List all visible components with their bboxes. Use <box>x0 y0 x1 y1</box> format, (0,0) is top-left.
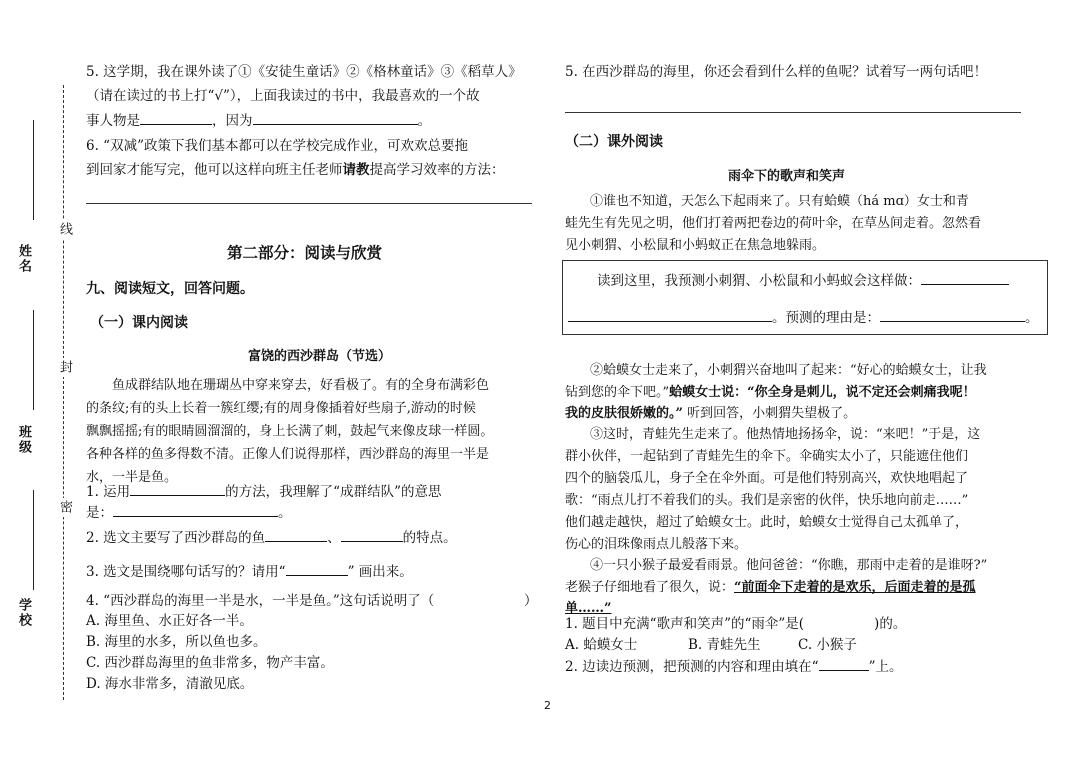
passage2-para3: 他们越走越快，超过了蛤蟆女士。此时，蛤蟆女士觉得自己太孤单了， <box>565 515 969 530</box>
underline-sample <box>286 560 348 576</box>
passage2-para2: 我的皮肤很娇嫩的。” 听到回答，小刺猬失望极了。 <box>565 406 857 421</box>
passage2-para1: ①谁也不知道，天怎么下起雨来了。只有蛤蟆（há mɑ）女士和青 <box>590 194 969 209</box>
p1-q3: 3. 选文是围绕哪句话写的？请用“ ” 画出来。 <box>86 560 413 584</box>
passage1-line: 飘飘摇摇;有的眼睛圆溜溜的，身上长满了刺，鼓起气来像皮球一样圆。 <box>86 424 494 439</box>
meaning-blank[interactable] <box>113 501 278 517</box>
seal-char-line: 线 <box>57 222 72 237</box>
school-label: 学校 <box>16 598 31 628</box>
class-label: 班级 <box>16 425 31 455</box>
character-blank[interactable] <box>140 109 212 125</box>
q4-option-c[interactable]: C. 西沙群岛海里的鱼非常多，物产丰富。 <box>86 655 334 671</box>
passage2-para4: 单……” <box>565 601 612 616</box>
seal-char-seal: 封 <box>57 360 72 375</box>
feature2-blank[interactable] <box>341 526 403 542</box>
r-q5: 5. 在西沙群岛的海里，你还会看到什么样的鱼呢？试着写一两句话吧！ <box>565 64 988 80</box>
r-q2-blank <box>819 655 869 671</box>
q5-line3: 事人物是 ，因为 。 <box>86 109 431 133</box>
name-label: 姓名 <box>16 244 31 274</box>
q6-answer-line[interactable] <box>86 203 532 204</box>
passage2-para2: 钻到您的伞下吧。”蛤蟆女士说：“你全身是刺儿，说不定还会刺痛我呢！ <box>565 385 976 400</box>
page-number: 2 <box>544 699 551 712</box>
sub1-title: （一）课内阅读 <box>90 315 188 331</box>
p1-q4-close: ） <box>524 593 538 609</box>
prediction-blank[interactable] <box>921 269 1009 285</box>
r-q1-option-b[interactable]: B. 青蛙先生 <box>688 637 761 653</box>
prediction-line2: 。预测的理由是： 。 <box>568 306 1039 330</box>
q4-option-a[interactable]: A. 海里鱼、水正好各一半。 <box>86 613 253 629</box>
seal-dashed-line <box>63 85 64 700</box>
passage2-para1: 见小刺猬、小松鼠和小蚂蚁正在焦急地躲雨。 <box>565 238 826 253</box>
section9-title: 九、阅读短文，回答问题。 <box>86 281 254 297</box>
q5-line1: 5. 这学期，我在课外读了①《安徒生童话》②《格林童话》③《稻草人》 <box>86 64 522 80</box>
prediction-line1: 读到这里，我预测小刺猬、小松鼠和小蚂蚁会这样做： <box>597 269 1009 293</box>
passage1-line: 水，一半是鱼。 <box>86 470 178 485</box>
passage2-para2: ②蛤蟆女士走来了，小刺猬兴奋地叫了起来：“好心的蛤蟆女士，让我 <box>590 363 987 378</box>
name-line <box>33 120 34 220</box>
q4-option-b[interactable]: B. 海里的水多，所以鱼也多。 <box>86 634 267 650</box>
passage2-para3: ③这时，青蛙先生走来了。他热情地扬扬伞，说：“来吧！”于是，这 <box>590 427 981 442</box>
p1-q1-line2: 是： 。 <box>86 501 292 525</box>
q6-line2: 到回家才能写完，他可以这样向班主任老师请教提高学习效率的方法： <box>86 162 505 178</box>
passage1-line: 各种各样的鱼多得数不清。正像人们说得那样，西沙群岛的海里一半是 <box>86 447 490 462</box>
feature1-blank[interactable] <box>265 526 327 542</box>
sub2-title: （二）课外阅读 <box>565 134 663 150</box>
passage2-para4: 老猴子仔细地看了很久，说：“前面伞下走着的是欢乐，后面走着的是孤 <box>565 580 976 595</box>
class-line <box>33 310 34 410</box>
p1-q1-line1: 1. 运用 的方法，我理解了“成群结队”的意思 <box>86 480 441 504</box>
p1-q4: 4. “西沙群岛的海里一半是水，一半是鱼。”这句话说明了（ <box>86 593 435 609</box>
passage1-line: 的条纹;有的头上长着一簇红缨;有的周身像插着好些扇子,游动的时候 <box>86 401 476 416</box>
passage1-line: 鱼成群结队地在珊瑚丛中穿来穿去，好看极了。有的全身布满彩色 <box>112 378 490 393</box>
passage2-title: 雨伞下的歌声和笑声 <box>728 169 846 184</box>
passage1-title: 富饶的西沙群岛（节选） <box>248 349 392 364</box>
q5-line2: （请在读过的书上打“√”），上面我读过的书中，我最喜欢的一个故 <box>86 88 480 104</box>
passage2-para3: 歌：“雨点儿打不着我们的头。我们是亲密的伙伴，快乐地向前走……” <box>565 493 969 508</box>
part2-title: 第二部分：阅读与欣赏 <box>227 244 383 262</box>
q6-line1: 6. “双减”政策下我们基本都可以在学校完成作业，可欢欢总要拖 <box>86 138 468 154</box>
passage2-para1: 蛙先生有先见之明，他们打着两把卷边的荷叶伞，在草丛间走着。忽然看 <box>565 216 982 231</box>
reason-blank-2[interactable] <box>880 306 1025 322</box>
r-q2: 2. 边读边预测，把预测的内容和理由填在“ ”上。 <box>565 655 902 679</box>
reason-blank[interactable] <box>253 109 418 125</box>
seal-char-secret: 密 <box>57 500 72 515</box>
q4-option-d[interactable]: D. 海水非常多，清澈见底。 <box>86 676 254 692</box>
passage2-para4: ④一只小猴子最爱看雨景。他问爸爸：“你瞧，那雨中走着的是谁呀?” <box>590 558 988 573</box>
passage2-para3: 伤心的泪珠像雨点儿般落下来。 <box>565 537 748 552</box>
prediction-blank-2[interactable] <box>568 306 772 322</box>
p1-q2: 2. 选文主要写了西沙群岛的鱼 、 的特点。 <box>86 526 457 550</box>
r-q1-option-a[interactable]: A. 蛤蟆女士 <box>565 637 638 653</box>
method-blank[interactable] <box>130 480 225 496</box>
school-line <box>33 490 34 590</box>
passage2-para3: 四个的脑袋瓜儿，身子全在伞外面。可是他们特别高兴，欢快地唱起了 <box>565 471 969 486</box>
r-q1: 1. 题目中充满“歌声和笑声”的“雨伞”是( )的。 <box>565 616 907 632</box>
passage2-para3: 群小伙伴，一起钻到了青蛙先生的伞下。伞确实太小了，只能遮住他们 <box>565 449 969 464</box>
r-q5-answer-line[interactable] <box>565 112 1021 113</box>
r-q1-option-c[interactable]: C. 小猴子 <box>798 637 857 653</box>
